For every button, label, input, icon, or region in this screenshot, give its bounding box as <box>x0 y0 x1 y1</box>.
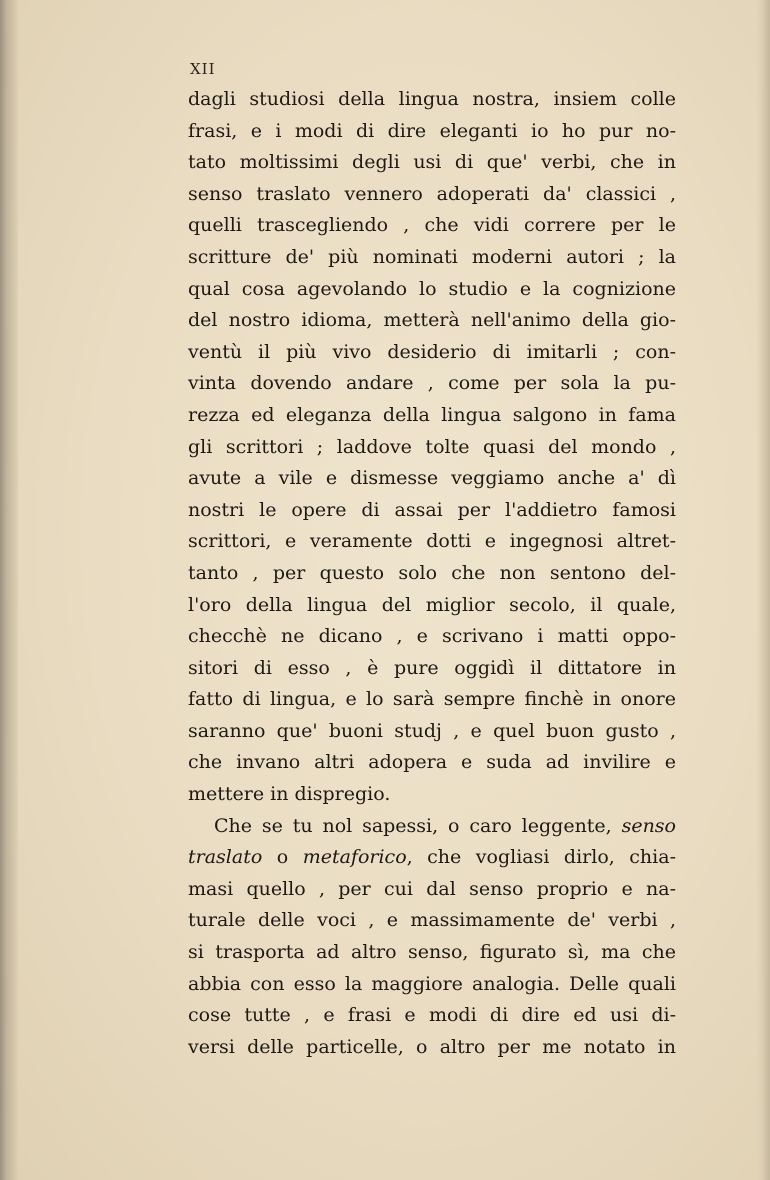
text-line: fatto di lingua, e lo sarà sempre finchè in onore <box>188 688 676 711</box>
text-line: mettere in dispregio. <box>188 783 391 806</box>
text-line: saranno que' buoni studj , e quel buon gusto , <box>188 719 676 742</box>
text-line: sitori di esso , è pure oggidì il dittatore in <box>188 656 676 679</box>
text-line: che invano altri adopera e suda ad invilire e <box>188 751 676 774</box>
page-edge <box>756 0 770 1180</box>
text-line: gli scrittori ; laddove tolte quasi del mondo , <box>188 435 676 458</box>
text-line: vinta dovendo andare , come per sola la pu- <box>188 372 676 395</box>
text-line: nostri le opere di assai per l'addietro famosi <box>188 498 676 521</box>
text-line: cose tutte , e frasi e modi di dire ed usi di- <box>188 1004 676 1027</box>
text-line: quelli trascegliendo , che vidi correre per le <box>188 214 676 237</box>
text-line: turale delle voci , e massimamente de' verbi , <box>188 909 676 932</box>
page-number: XII <box>190 60 216 78</box>
text-line: tato moltissimi degli usi di que' verbi, che in <box>188 151 676 174</box>
text-segment: o <box>262 846 303 869</box>
text-line: ventù il più vivo desiderio di imitarli ; con- <box>188 340 676 363</box>
text-line: masi quello , per cui dal senso proprio e na- <box>188 877 676 900</box>
text-line: abbia con esso la maggiore analogia. Delle quali <box>188 972 676 995</box>
text-line: versi delle particelle, o altro per me notato in <box>188 1035 676 1058</box>
text-line <box>188 811 676 843</box>
text-line: qual cosa agevolando lo studio e la cognizione <box>188 277 676 300</box>
body-text <box>188 84 676 1063</box>
text-line: rezza ed eleganza della lingua salgono in fama <box>188 403 676 426</box>
italic-term: traslato <box>188 846 263 869</box>
text-line: scritture de' più nominati moderni autori ; la <box>188 245 676 268</box>
page-gutter <box>0 0 18 1180</box>
text-line: senso traslato vennero adoperati da' classici , <box>188 182 676 205</box>
text-line: scrittori, e veramente dotti e ingegnosi altret- <box>188 530 676 553</box>
italic-term: senso <box>621 814 676 837</box>
text-line: frasi, e i modi di dire eleganti io ho pur no- <box>188 119 676 142</box>
text-line: tanto , per questo solo che non sentono del- <box>188 561 676 584</box>
text-line <box>188 842 676 874</box>
text-line: del nostro idioma, metterà nell'animo della gio- <box>188 309 676 332</box>
text-line: dagli studiosi della lingua nostra, insiem colle <box>188 88 676 110</box>
text-line: si trasporta ad altro senso, figurato sì, ma che <box>188 941 676 964</box>
text-line: avute a vile e dismesse veggiamo anche a' dì <box>188 467 676 490</box>
text-segment: Che se tu nol sapessi, o caro leggente, <box>214 814 622 837</box>
text-segment: , che vogliasi dirlo, chia- <box>406 846 676 869</box>
text-line: checchè ne dicano , e scrivano i matti oppo- <box>188 625 676 648</box>
italic-term: metaforico <box>302 846 407 869</box>
text-line: l'oro della lingua del miglior secolo, il quale, <box>188 593 676 616</box>
